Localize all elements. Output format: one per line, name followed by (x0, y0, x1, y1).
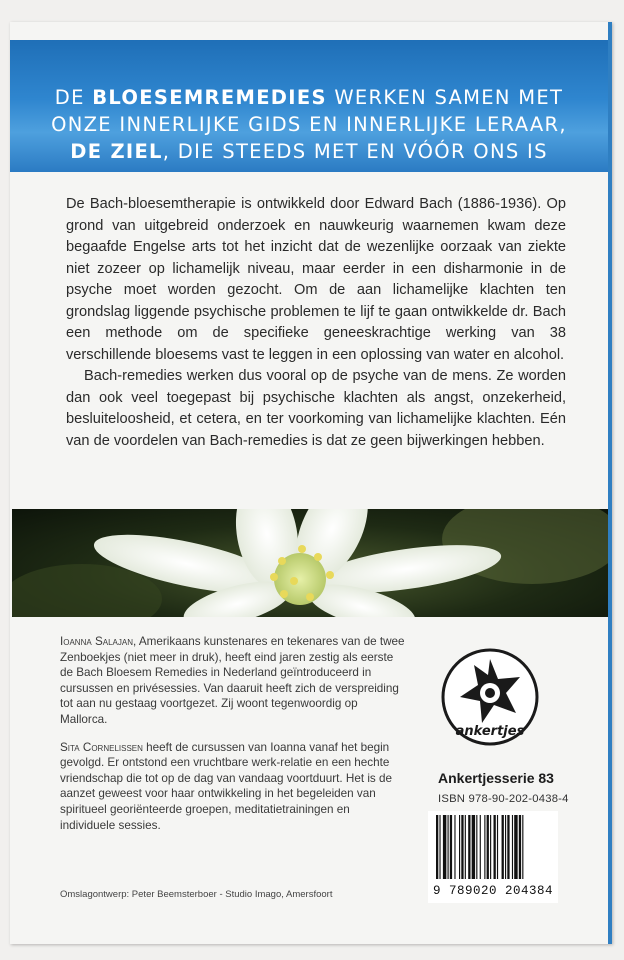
banner-line-2: ONZE INNERLIJKE GIDS EN INNERLIJKE LERAAR, (51, 113, 567, 136)
barcode-bar (484, 815, 485, 879)
banner-line-1-pre: DE (54, 86, 93, 109)
barcode-bar (468, 815, 470, 879)
barcode-bar (514, 815, 517, 879)
banner-line-3-post: , DIE STEEDS MET EN VÓÓR ONS IS (162, 140, 548, 163)
series-label: Ankertjesserie 83 (438, 770, 554, 786)
barcode-bar (512, 815, 513, 879)
barcode-bar (497, 815, 498, 879)
barcode-bar (522, 815, 523, 879)
barcode-digits: 9 789020 204384 (432, 884, 554, 898)
quote-banner (10, 40, 608, 172)
barcode-bar (505, 815, 506, 879)
bio-ioanna-name: Ioanna Salajan (60, 635, 133, 648)
cover-design-credit: Omslagontwerp: Peter Beemsterboer - Studio Imago, Amersfoort (60, 889, 333, 900)
barcode-bar (465, 815, 466, 879)
flower-illustration (12, 509, 608, 617)
description (66, 194, 566, 452)
description-paragraph-1: De Bach-bloesemtherapie is ontwikkeld door Edward Bach (1886-1936). Op grond van uitgebreid onderzoek en nauwkeurig waarnemen kwam deze begaafde Engelse arts tot het inzicht dat de wezenlijke oorzaak van ziekte niet zozeer op lichamelijk niveau, maar eerder in een disharmonie in de psyche moet worden gezocht. Om de aan lichamelijke klachten ten grondslag liggende psychische problemen te lijf te gaan ontwikkelde dr. Bach een methode om de specifieke geneeskrachtige werking van 38 verschillende bloesems vast te leggen in een oplossing van water en alcohol. (66, 196, 566, 363)
banner-line-3 (10, 138, 608, 165)
barcode-bar (461, 815, 463, 879)
description-paragraph-2: Bach-remedies werken dus vooral op de psyche van de mens. Ze worden dan ook veel toegepast bij psychische klachten als angst, onzekerheid, besluiteloosheid, et cetera, en ter voorkoming van lichamelijke klachten. Eén van de voordelen van Bach-remedies is dat ze geen bijwerkingen hebben. (66, 368, 566, 449)
barcode-bars (428, 811, 558, 885)
barcode-bar (443, 815, 446, 879)
barcode-bar (439, 815, 440, 879)
barcode-bar (450, 815, 452, 879)
book-back-cover (10, 22, 612, 944)
spine-edge (608, 22, 612, 944)
flower-photo (12, 509, 608, 617)
bio-ioanna (60, 634, 405, 728)
banner-line-1 (10, 84, 608, 111)
ankertjes-logo (440, 647, 540, 747)
logo-text: ankertjes (455, 724, 525, 739)
barcode-bar (494, 815, 496, 879)
barcode-bar (490, 815, 491, 879)
isbn: ISBN 978-90-202-0438-4 (438, 793, 569, 805)
barcode-bar (436, 815, 438, 879)
barcode-bar (476, 815, 477, 879)
barcode-bar (487, 815, 489, 879)
barcode-bar (519, 815, 521, 879)
bio-sita-text: heeft de cursussen van Ioanna vanaf het begin gevolgd. Er ontstond een vruchtbare werk-relatie en een hechte vriendschap die tot op de dag van vandaag voortduurt. Het is de aanzet geweest voor haar ontwikkeling in het begeleiden van spiritueel georiënteerde groepen, meditatietrainingen en individuele sessies. (60, 740, 393, 832)
barcode (428, 811, 558, 903)
barcode-bar (502, 815, 504, 879)
barcode-bar (507, 815, 509, 879)
banner-line-3-bold: DE ZIEL (70, 140, 163, 163)
ankertjes-logo-icon (440, 647, 540, 747)
barcode-bar (459, 815, 460, 879)
bio-sita-name: Sita Cornelissen (60, 740, 143, 754)
author-bios (60, 634, 405, 845)
banner-line-1-bold: BLOESEMREMEDIES (92, 86, 327, 109)
barcode-bar (448, 815, 449, 879)
barcode-bar (454, 815, 455, 879)
barcode-bar (472, 815, 475, 879)
barcode-bar (480, 815, 481, 879)
banner-line-1-post: WERKEN SAMEN MET (326, 86, 564, 109)
bio-ioanna-text: , Amerikaans kunstenares en tekenares van de twee Zenboekjes (niet meer in druk), heeft eind jaren zestig als eerste de Bach Bloesem Remedies in Nederland geïntroduceerd in cursussen en privésessies. Van daaruit heeft zich de verspreiding tot aan nu gestaag voortgezet. Zij woont tegenwoordig op Mallorca. (60, 635, 405, 726)
bio-sita (60, 740, 405, 834)
